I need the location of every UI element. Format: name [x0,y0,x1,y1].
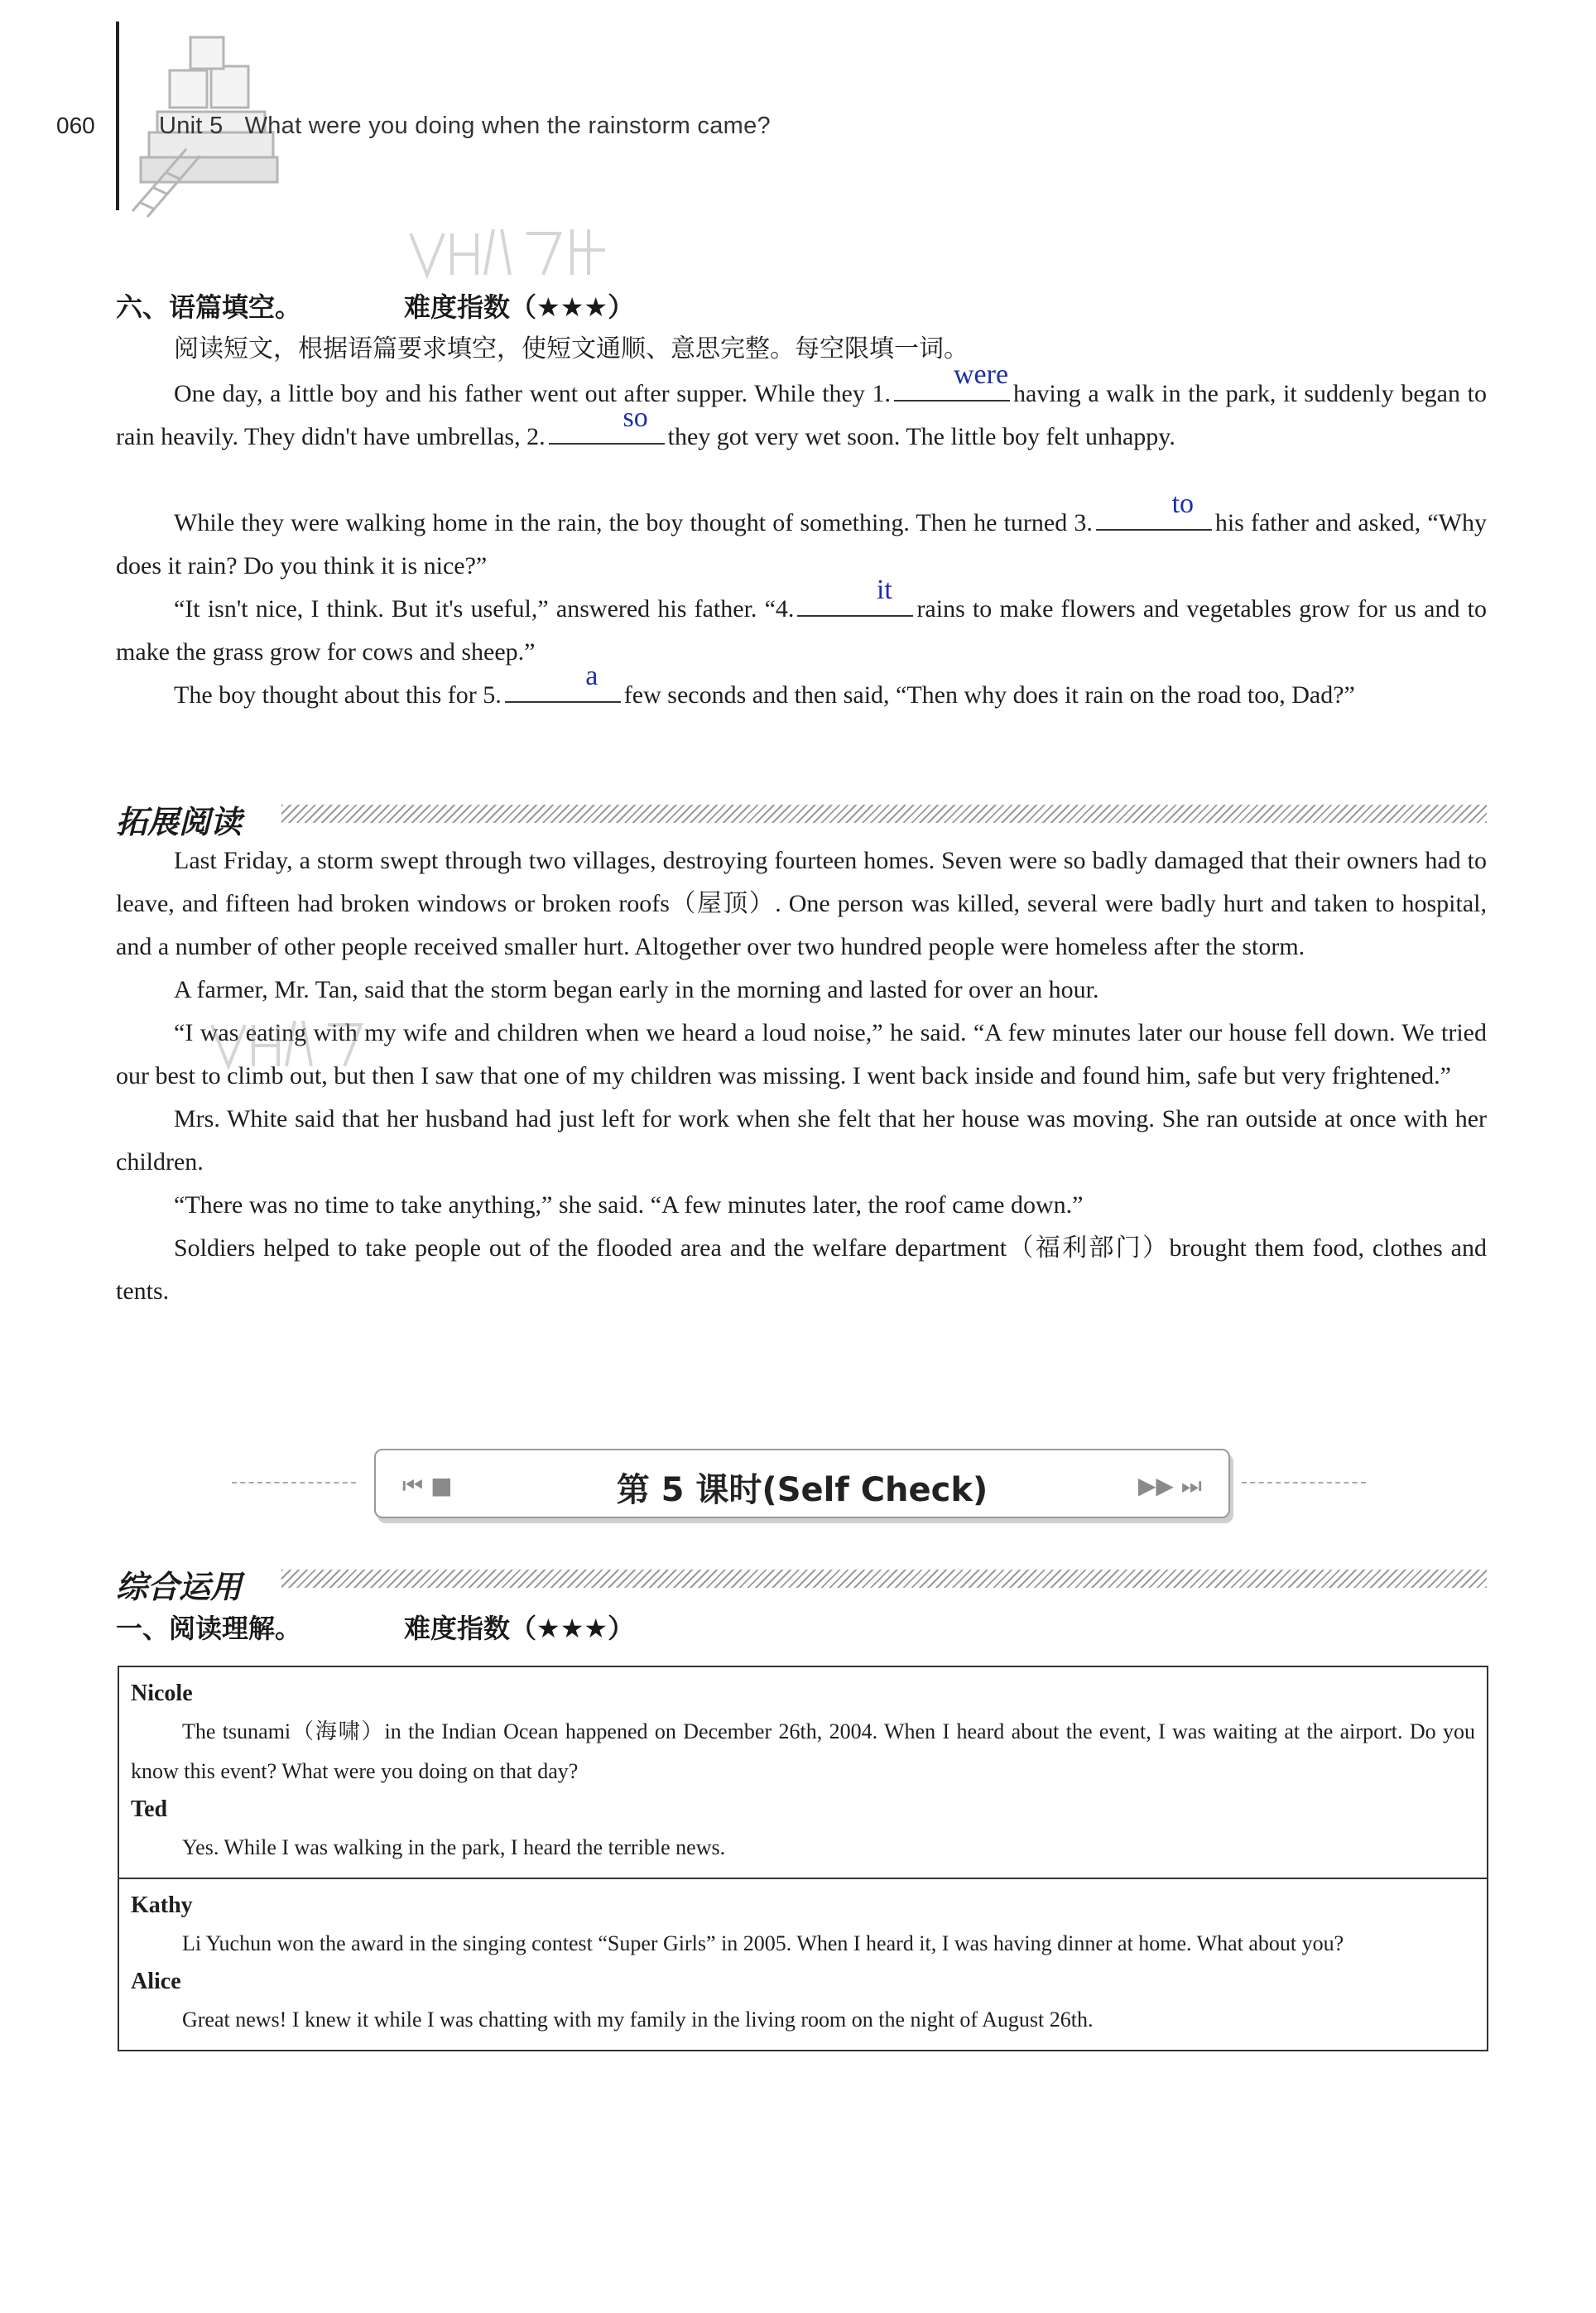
handwritten-answer-2: so [623,402,648,433]
answer-blank-3[interactable] [1096,488,1212,531]
handwritten-answer-5: a [585,661,598,691]
speech-text: Great news! I knew it while I was chatting with my family in the living room on the night of August 26th. [182,2008,1094,2032]
comprehensive-heading: 综合运用 [116,1569,243,1605]
reading-comprehension-heading: 一、阅读理解。 [116,1613,302,1644]
section6-instruction: 阅读短文，根据语篇要求填空，使短文通顺、意思完整。每空限填一词。 [174,334,969,363]
speech-text: Yes. While I was walking in the park, I heard the terrible news. [182,1835,726,1859]
answer-blank-2[interactable] [549,402,665,445]
extended-reading-passage [116,839,1487,1313]
extended-paragraph-6: Soldiers helped to take people out of the flooded area and the welfare department（福利部门）brought them food, clothes and tents. [116,1234,1487,1305]
dialogue-part-1 [119,1667,1487,1878]
passage-text: One day, a little boy and his father went out after supper. While they 1. [174,380,892,407]
lesson-title: 第 5 课时(Self Check) [616,1471,988,1509]
answer-blank-4[interactable] [797,575,913,617]
speaker-name: Nicole [131,1681,193,1706]
heading-hatch-divider [281,1570,1487,1588]
skip-back-icon: ⏮ ■ [402,1472,453,1499]
extended-paragraph-4: Mrs. White said that her husband had just left for work when she felt that her house was moving. She ran outside at once with her children. [116,1105,1487,1176]
passage-text: “It isn't nice, I think. But it's useful,” answered his father. “4. [174,595,795,623]
unit-title [159,113,771,140]
lesson-banner [374,1449,1230,1518]
page-number: 060 [56,113,95,138]
passage-text: they got very wet soon. The little boy felt unhappy. [667,423,1175,450]
skip-forward-icon: ▶▶ ⏭ [1137,1472,1202,1499]
unit-number: Unit 5 [159,113,224,139]
extended-paragraph-5: “There was no time to take anything,” she said. “A few minutes later, the roof came down.” [174,1191,1084,1219]
reading-comprehension-difficulty: 难度指数（★★★） [404,1613,635,1644]
speaker-name: Ted [131,1796,168,1822]
speaker-name: Alice [131,1969,181,1994]
dialogue-part-2 [119,1878,1487,2050]
speech-text: Li Yuchun won the award in the singing contest “Super Girls” in 2005. When I heard it, I was having dinner at home. What about you? [182,1931,1344,1955]
speech-text: The tsunami（海啸）in the Indian Ocean happened on December 26th, 2004. When I heard about the event, I was waiting at the airport. Do you know this event? What were you doing on that day? [131,1719,1475,1783]
passage-text: having a walk in the park, it suddenly began to rain heavily. They didn't have umbrellas, 2. [116,380,1487,450]
section6-heading: 六、语篇填空。 [116,291,302,323]
unit-title-text: What were you doing when the rainstorm came? [244,113,771,139]
handwritten-answer-1: were [953,359,1009,390]
passage-text: few seconds and then said, “Then why does it rain on the road too, Dad?” [623,681,1355,709]
answer-blank-5[interactable] [505,661,621,703]
passage-text: his father and asked, “Why does it rain? Do you think it is nice?” [116,509,1487,579]
extended-paragraph-2: A farmer, Mr. Tan, said that the storm began early in the morning and lasted for over an hour. [174,976,1099,1003]
speaker-name: Kathy [131,1892,193,1918]
heading-hatch-divider [281,805,1487,823]
passage-paragraph-4 [116,661,1487,717]
extended-paragraph-3: “I was eating with my wife and children when we heard a loud noise,” he said. “A few minutes later our house fell down. We tried our best to climb out, but then I saw that one of my children was missing. I went back inside and found him, safe but very frightened.” [116,1019,1487,1089]
dialogue-box [118,1666,1488,2051]
extended-reading-heading: 拓展阅读 [116,804,243,840]
extended-paragraph-1: Last Friday, a storm swept through two villages, destroying fourteen homes. Seven were so badly damaged that their owners had to leave, and fifteen had broken windows or broken roofs（屋顶）. One person was killed, several were badly hurt and taken to hospital, and a number of other people received smaller hurt. Altogether over two hundred people were homeless after the storm. [116,847,1487,960]
passage-paragraph-1 [116,359,1487,459]
handwritten-answer-4: it [876,575,892,605]
passage-text: rains to make flowers and vegetables grow for us and to make the grass grow for cows and sheep.” [116,595,1487,666]
banner-dash-left [232,1482,356,1483]
watermark-logo [204,1008,411,1075]
handwritten-answer-3: to [1171,488,1195,519]
passage-paragraph-3 [116,575,1487,674]
answer-blank-1[interactable] [894,359,1010,402]
section6-difficulty: 难度指数（★★★） [404,291,635,323]
banner-dash-right [1242,1482,1366,1483]
header-vertical-rule [116,22,119,210]
passage-text: The boy thought about this for 5. [174,681,502,709]
watermark-logo [402,217,618,283]
passage-text: While they were walking home in the rain, the boy thought of something. Then he turned 3. [174,509,1093,536]
